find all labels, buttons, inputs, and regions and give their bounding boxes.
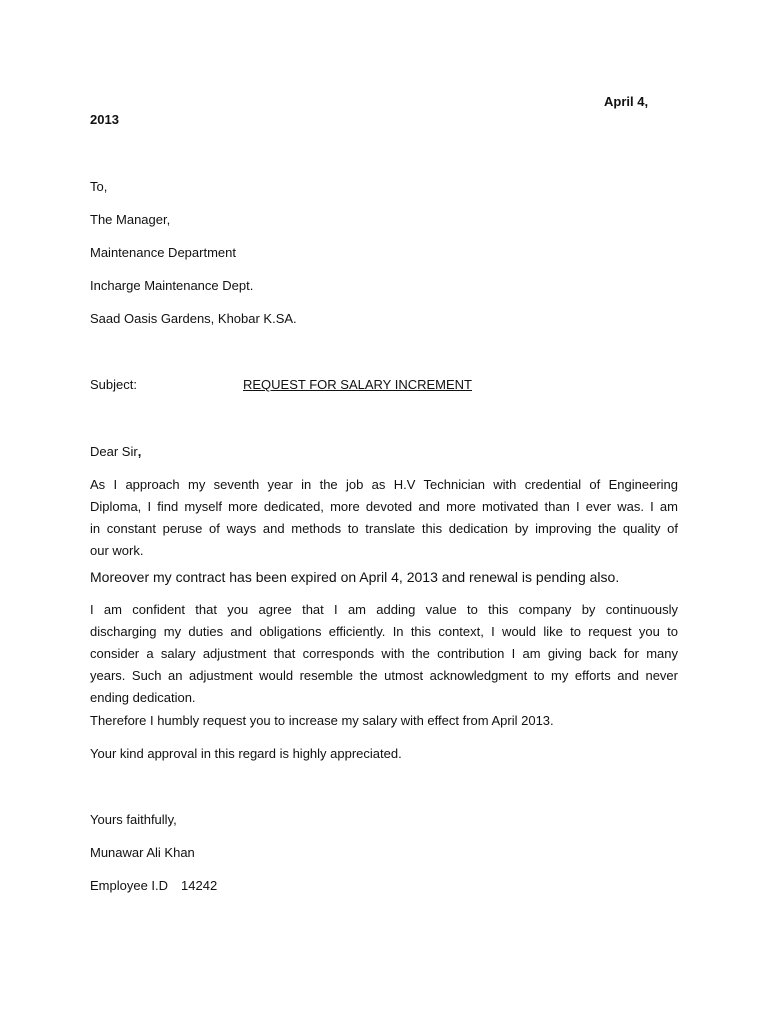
valediction: Yours faithfully, (90, 812, 177, 827)
subject-value: REQUEST FOR SALARY INCREMENT (243, 377, 472, 392)
recipient-title: The Manager, (90, 212, 171, 227)
body-paragraph-3-line: ending dedication. (90, 690, 196, 705)
body-paragraph-1-line: in constant peruse of ways and methods to translate this dedication by improving the quality of (90, 521, 678, 536)
body-paragraph-3-line: discharging my duties and obligations efficiently. In this context, I would like to request you to (90, 624, 678, 639)
body-paragraph-3-line: years. Such an adjustment would resemble the utmost acknowledgment to my efforts and never (90, 668, 678, 683)
body-paragraph-1-line: our work. (90, 543, 144, 558)
employee-id-label: Employee I.D (90, 878, 169, 893)
recipient-dept-role: Incharge Maintenance Dept. (90, 278, 254, 293)
letter-date-year: 2013 (90, 112, 119, 127)
body-paragraph-2: Moreover my contract has been expired on April 4, 2013 and renewal is pending also. (90, 569, 620, 585)
salutation-comma: , (137, 444, 142, 459)
body-paragraph-5: Your kind approval in this regard is highly appreciated. (90, 746, 402, 761)
salutation-text: Dear Sir (90, 444, 138, 459)
body-paragraph-3-line: I am confident that you agree that I am adding value to this company by continuously (90, 602, 678, 617)
letter-date-month-day: April 4, (604, 94, 649, 109)
body-paragraph-1-line: Diploma, I find myself more dedicated, more devoted and more motivated than I ever was. I am (90, 499, 678, 514)
salutation (90, 444, 141, 460)
body-paragraph-1-line: As I approach my seventh year in the job as H.V Technician with credential of Engineering (90, 477, 678, 492)
subject-label: Subject: (90, 377, 137, 392)
body-paragraph-4: Therefore I humbly request you to increase my salary with effect from April 2013. (90, 713, 554, 728)
signatory-name: Munawar Ali Khan (90, 845, 195, 860)
employee-id-value: 14242 (181, 878, 218, 893)
recipient-address: Saad Oasis Gardens, Khobar K.SA. (90, 311, 297, 326)
body-paragraph-1 (90, 474, 678, 562)
recipient-to: To, (90, 179, 108, 194)
body-paragraph-3-line: consider a salary adjustment that corresponds with the contribution I am giving back for many (90, 646, 678, 661)
body-paragraph-3 (90, 599, 678, 709)
employee-id (90, 878, 217, 894)
recipient-department: Maintenance Department (90, 245, 236, 260)
